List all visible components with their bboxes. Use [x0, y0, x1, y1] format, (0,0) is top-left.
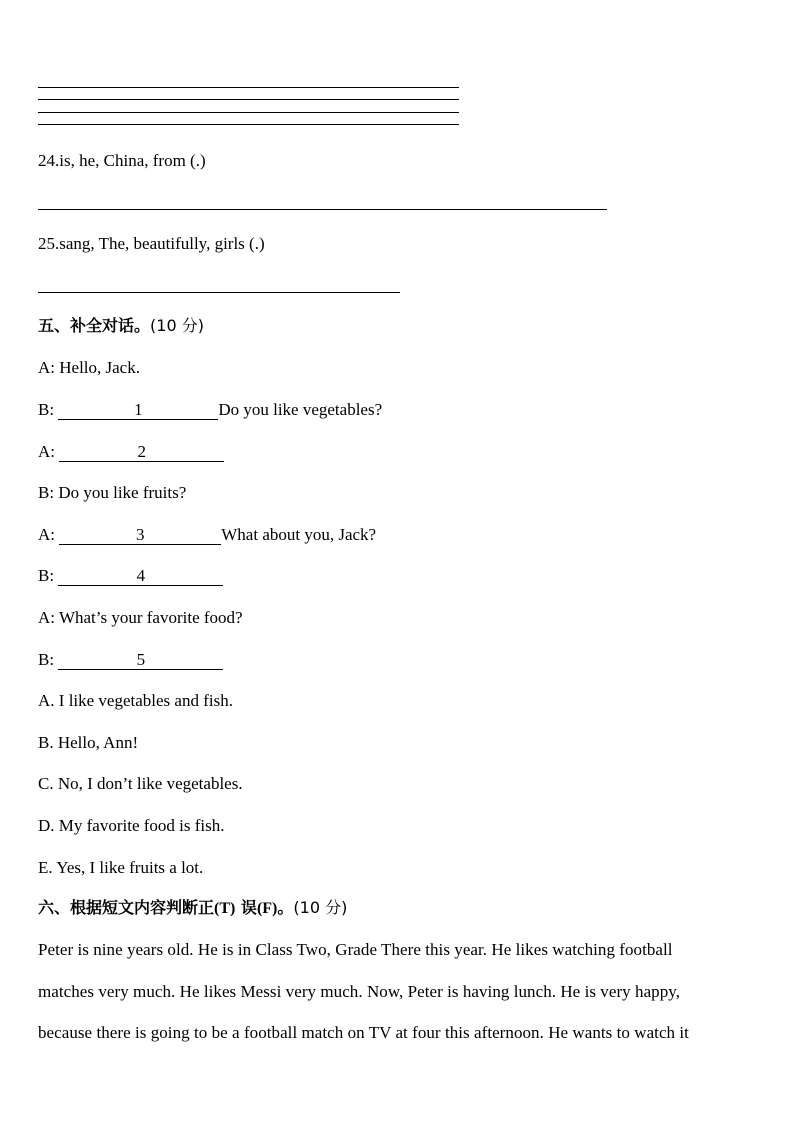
answer-line-25[interactable] [38, 292, 400, 293]
option-d: D. My favorite food is fish. [38, 816, 225, 835]
answer-line [38, 87, 459, 88]
speaker: B: [38, 483, 55, 502]
section-score: (10 分) [293, 898, 348, 917]
section-score: (10 分) [150, 316, 204, 335]
dialogue-line-3 [38, 442, 224, 462]
answer-line [38, 112, 459, 113]
speaker: A: [38, 442, 55, 461]
section-5-heading: 五、补全对话。(10 分) [38, 316, 204, 335]
dialogue-text: Hello, Jack. [59, 358, 140, 377]
dialogue-line-4 [38, 483, 186, 503]
answer-line [38, 124, 459, 125]
dialogue-line-8 [38, 650, 223, 670]
speaker: B: [38, 650, 55, 669]
question-number: 25. [38, 234, 60, 253]
speaker: A: [38, 525, 55, 544]
speaker: B: [38, 400, 55, 419]
answer-blank-5[interactable]: 5 [58, 651, 223, 670]
dialogue-line-7 [38, 608, 243, 628]
question-prompt: sang, The, beautifully, girls (.) [59, 234, 265, 253]
question-24 [38, 151, 206, 171]
dialogue-text: What about you, Jack? [221, 525, 377, 544]
false-mark: (F) [256, 900, 278, 917]
speaker: B: [38, 566, 55, 585]
option-a: A. I like vegetables and fish. [38, 691, 233, 710]
passage-line: Peter is nine years old. He is in Class Two, Grade There this year. He likes watching football [38, 940, 673, 959]
passage-line: matches very much. He likes Messi very much. Now, Peter is having lunch. He is very happy, [38, 982, 681, 1001]
passage-line: because there is going to be a football match on TV at four this afternoon. He wants to watch it [38, 1023, 689, 1042]
dialogue-line-1 [38, 358, 140, 378]
answer-line-24[interactable] [38, 209, 607, 210]
question-25 [38, 234, 265, 254]
answer-blank-4[interactable]: 4 [58, 567, 223, 586]
true-mark: (T) [214, 900, 236, 917]
answer-blank-2[interactable]: 2 [59, 443, 224, 462]
dialogue-line-5 [38, 525, 376, 545]
option-e: E. Yes, I like fruits a lot. [38, 858, 204, 877]
answer-blank-1[interactable]: 1 [58, 401, 218, 420]
dialogue-text: Do you like vegetables? [218, 400, 383, 419]
answer-blank-3[interactable]: 3 [59, 526, 221, 545]
dialogue-line-6 [38, 566, 223, 586]
question-number: 24. [38, 151, 60, 170]
dialogue-text: Do you like fruits? [58, 483, 187, 502]
speaker: A: [38, 608, 55, 627]
section-6-heading: 六、根据短文内容判断正(T) 误(F)。(10 分) [38, 898, 348, 917]
option-b: B. Hello, Ann! [38, 733, 139, 752]
dialogue-text: What’s your favorite food? [58, 608, 243, 627]
answer-line [38, 99, 459, 100]
option-c: C. No, I don’t like vegetables. [38, 774, 243, 793]
dialogue-line-2 [38, 400, 382, 420]
speaker: A: [38, 358, 55, 377]
question-prompt: is, he, China, from (.) [59, 151, 206, 170]
